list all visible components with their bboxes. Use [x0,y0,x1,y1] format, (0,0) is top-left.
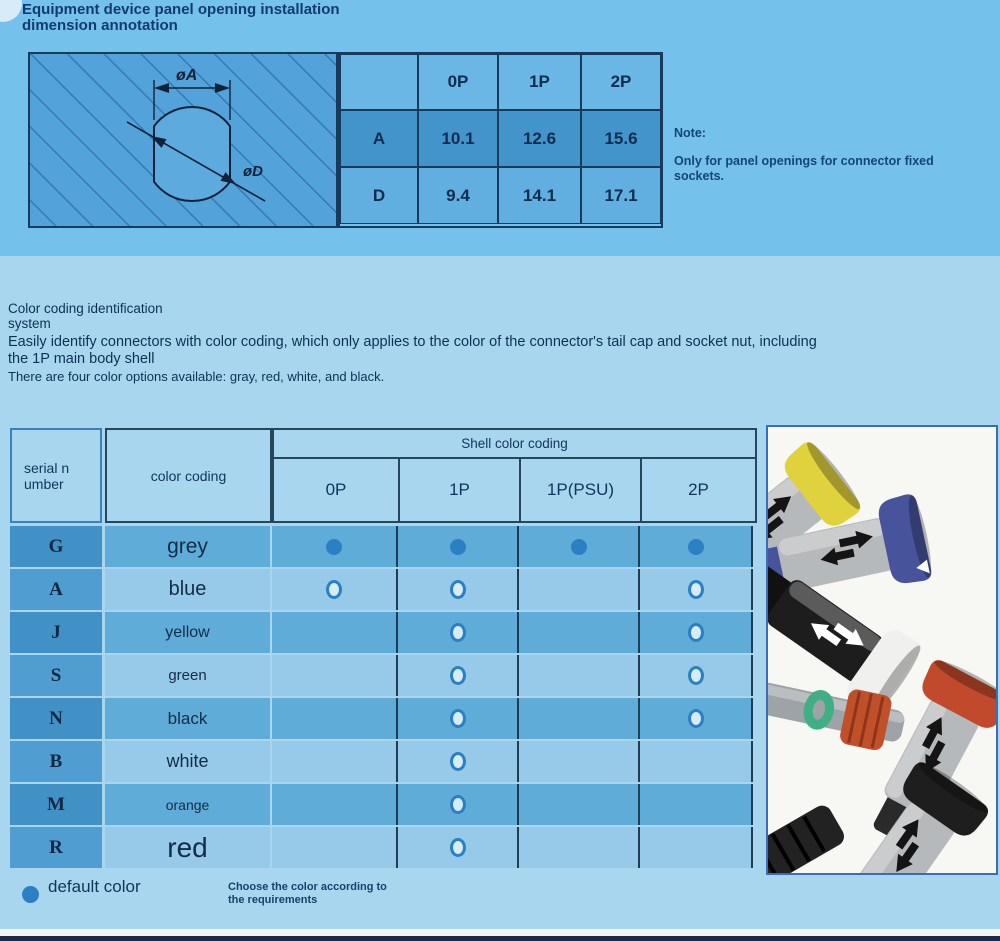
serial-code: B [10,741,102,782]
mark-1p-psu [519,612,640,653]
mark-2p [640,612,753,653]
cutout-drawing-svg [30,54,336,226]
color-coding-table-body [10,526,757,870]
shell-color-coding-header [272,428,757,523]
legend-default-label: default color [48,877,141,896]
mark-2p [640,827,753,868]
dim-row-d-label: D [340,167,418,224]
mark-1p [398,655,519,696]
color-desc-line3: There are four color options available: gray, red, white, and black. [8,369,385,384]
note [674,126,984,184]
dim-d-0p: 9.4 [418,167,498,224]
dim-a-0p: 10.1 [418,110,498,167]
mark-0p [272,526,398,567]
dimension-table [338,52,663,228]
table-row-black [10,698,757,739]
mark-0p [272,569,398,610]
dim-corner-cell [340,54,418,110]
table-row-white [10,741,757,782]
connector-photo [766,425,998,875]
mark-0p [272,655,398,696]
mark-1p [398,784,519,825]
dimension-section [0,0,1000,256]
color-name: white [105,741,270,782]
color-name: blue [105,569,270,610]
page-title-line1: Equipment device panel opening installation [22,1,340,18]
dim-a-label: øA [176,67,198,84]
mark-1p-psu [519,698,640,739]
mark-0p [272,784,398,825]
dim-col-1p: 1P [498,54,581,110]
mark-1p-psu [519,741,640,782]
mark-0p [272,741,398,782]
table-row-blue [10,569,757,610]
col-header-1p-psu: 1P(PSU) [521,459,642,521]
col-header-1p: 1P [400,459,521,521]
panel-cutout-diagram [28,52,338,228]
serial-code: M [10,784,102,825]
mark-1p [398,526,519,567]
dim-a-2p: 15.6 [581,110,661,167]
mark-1p-psu [519,655,640,696]
footer-navy-bar [0,936,1000,941]
dim-row-a-label: A [340,110,418,167]
color-name: orange [105,784,270,825]
color-title-line2: system [8,315,51,331]
color-name: green [105,655,270,696]
color-name: red [105,827,270,868]
page-title-line2: dimension annotation [22,16,178,34]
note-body: Only for panel openings for connector fixed sockets. [674,154,934,183]
mark-1p [398,741,519,782]
color-name: black [105,698,270,739]
connector-photo-svg [768,427,996,873]
table-row-grey [10,526,757,567]
serial-number-header-cell [10,428,102,523]
color-name: grey [105,526,270,567]
mark-1p-psu [519,784,640,825]
color-section-description [8,334,817,385]
col-header-0p: 0P [274,459,400,521]
dim-a-1p: 12.6 [498,110,581,167]
color-section-title [8,302,163,331]
shell-color-coding-label: Shell color coding [274,430,755,459]
mark-2p [640,569,753,610]
default-color-dot-icon [22,886,39,903]
dim-d-label: øD [243,163,263,180]
serial-code: R [10,827,102,868]
serial-code: J [10,612,102,653]
mark-1p-psu [519,827,640,868]
hole-shape [154,107,230,201]
mark-2p [640,526,753,567]
mark-1p [398,827,519,868]
mark-2p [640,655,753,696]
dim-col-2p: 2P [581,54,661,110]
color-desc-line2: the 1P main body shell [8,351,155,367]
mark-1p [398,612,519,653]
mark-1p [398,698,519,739]
color-title-line1: Color coding identification [8,301,163,316]
table-row-red [10,827,757,868]
mark-0p [272,612,398,653]
mark-2p [640,784,753,825]
mark-0p [272,698,398,739]
color-name: yellow [105,612,270,653]
col-header-2p: 2P [688,480,709,499]
note-title: Note: [674,126,706,140]
corner-decoration [0,0,22,22]
color-coding-header-cell [105,428,272,523]
serial-code: S [10,655,102,696]
dim-d-2p: 17.1 [581,167,661,224]
color-coding-header-label: color coding [150,467,227,484]
dim-col-0p: 0P [418,54,498,110]
mark-2p [640,698,753,739]
legend-choose-label: Choose the color according to the requirements [228,881,387,906]
page-title [22,2,340,33]
serial-code: G [10,526,102,567]
serial-code: N [10,698,102,739]
color-desc-line1: Easily identify connectors with color coding, which only applies to the color of the connector's tail cap and socket nut, including [8,334,817,350]
footer-white-strip [0,929,1000,936]
table-row-yellow [10,612,757,653]
table-row-orange [10,784,757,825]
shell-subcolumns [274,459,755,521]
serial-code: A [10,569,102,610]
table-row-green [10,655,757,696]
mark-0p [272,827,398,868]
serial-number-header-label: serial number [24,459,70,492]
mark-1p-psu [519,569,640,610]
mark-1p-psu [519,526,640,567]
mark-2p [640,741,753,782]
dim-d-1p: 14.1 [498,167,581,224]
mark-1p [398,569,519,610]
